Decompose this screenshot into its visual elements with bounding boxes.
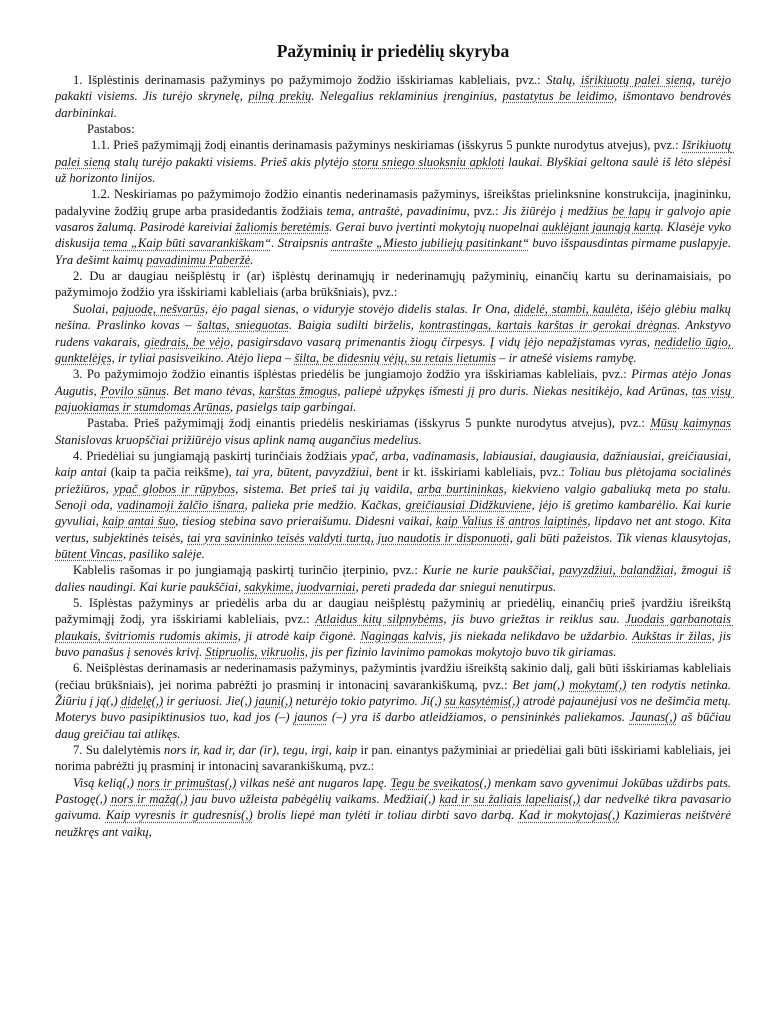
- example-highlight: pilną prekių: [248, 89, 312, 104]
- text-run: , žmogui iš dalies naudingi. Kai kurie paukščiai,: [55, 563, 735, 594]
- example-highlight: antrašte „Miesto jubiliejų pasitinkant“: [331, 236, 530, 251]
- text-run: , kiekvieno valgio gabaliuką meta po stalu. Senoji oda,: [55, 481, 735, 512]
- example-highlight: Stipruolis, vikruolis: [205, 645, 305, 660]
- example-highlight: kaip Valius iš antros laiptinės: [436, 514, 588, 529]
- text-run: Stalų,: [546, 73, 581, 87]
- example-highlight: su kasytėmis(,): [444, 694, 520, 709]
- text-run: (,) menkam savo gyvenimui Jokūbas uždirbs pats. Pastogę(,): [55, 775, 735, 807]
- text-run: , tiesiog stebina savo prieraišumu. Didesni vaikai,: [175, 514, 437, 529]
- example-highlight: be lapų: [612, 203, 651, 218]
- example-highlight: nedidelio ūgio, gunktelėjęs: [55, 334, 735, 365]
- text-run: , lipdavo net ant stogo. Kita vertus, subjektinės teisės,: [55, 514, 735, 545]
- text-run: , jis buvo griežtas ir reiklus sau.: [443, 612, 626, 627]
- example-highlight: kontrastingas, kartais karštas ir gerokai drėgnas: [419, 318, 678, 333]
- text-run: , išmontavo bendrovės darbininkai.: [55, 89, 735, 120]
- text-run: . Nelegalius reklaminius įrenginius,: [311, 89, 503, 104]
- text-run: , pasiliko salėje.: [122, 546, 205, 561]
- text-run: 6. Neišplėstas derinamasis ar nederinamasis pažyminys, pažymintis įvardžiu išreikštą sakinio dalį, gali būti išskiriamas kableliais (rečiau brūkšniais), jei norima pabrėžti jo prasminį ir intonacinį savarankiškumą, pvz.:: [55, 661, 735, 692]
- text-run: 2. Du ar daugiau neišplėstų ir (ar) išplėstų derinamųjų ir nederinamųjų pažyminių, einančių kartu su derinamaisiais, po pažymimojo žodžio yra išskiriami kableliais (arba brūkšniais), pvz.:: [55, 269, 735, 300]
- text-run: . Baigia sudilti birželis,: [288, 318, 420, 333]
- text-run: , jis niekada nelikdavo be uždarbio.: [442, 628, 633, 643]
- example-highlight: auklėjant jaunąją kartą: [542, 220, 661, 235]
- paragraph: [55, 595, 735, 660]
- text-run: ten rodytis netinka. Žiūriu į ją(,): [55, 677, 735, 709]
- example-highlight: mokytam(,): [569, 677, 627, 692]
- text-run: laukai. Blyškiai geltona saulė iš lėto slėpėsi už horizonto linijos.: [55, 154, 735, 186]
- paragraph: [55, 742, 735, 775]
- paragraph: [55, 186, 735, 268]
- example-highlight: jaunos: [293, 710, 328, 725]
- text-run: – ir atnešė visiems ramybę.: [496, 350, 637, 365]
- paragraph: [55, 775, 735, 840]
- text-run: . Gerai buvo įvertinti mokytojų nuopelnai: [329, 220, 543, 235]
- example-highlight: jauni(,): [255, 694, 293, 709]
- paragraph: [55, 562, 735, 595]
- text-run: , įėjo iš gretimo kambarėlio. Kai kurie gyvuliai,: [55, 497, 735, 529]
- example-highlight: Povilo sūnus: [100, 383, 167, 398]
- example-highlight: kaip antai šuo: [102, 514, 176, 529]
- text-run: 1. Išplėstinis derinamasis pažyminys po pažymimojo žodžio išskiriamas kableliais, pvz.:: [73, 73, 547, 87]
- text-run: , ji atrodė kaip čigonė.: [237, 628, 361, 643]
- paragraph: [55, 660, 735, 742]
- text-run: , gali būti pažeistos. Tik vienas klausytojas,: [509, 530, 735, 545]
- text-run: 1.1. Prieš pažymimąjį žodį einantis derinamasis pažyminys neskiriamas (išskyrus 5 punkte nurodytus atvejus), pvz.:: [91, 138, 683, 153]
- text-run: Bet jam(,): [512, 677, 570, 692]
- text-run: Kablelis rašomas ir po jungiamąją paskirtį turinčio įterpinio, pvz.:: [73, 563, 423, 578]
- example-highlight: storu sniego sluoksniu apkloti: [352, 154, 505, 169]
- paragraph: [55, 137, 735, 186]
- example-highlight: giedrais, be vėjo: [144, 334, 231, 349]
- example-highlight: Tegu be sveikatos: [390, 775, 480, 790]
- text-run: stalų turėjo pakakti visiems. Prieš akis plytėjo: [110, 154, 353, 169]
- paragraph: [55, 366, 735, 415]
- example-highlight: Kaip vyresnis ir gudresnis(,): [105, 808, 253, 823]
- example-highlight: Mūsų kaimynas: [650, 416, 731, 431]
- example-highlight: pavyzdžiui, balandžiai: [559, 563, 674, 578]
- example-highlight: tai yra savininko teisės valdyti turtą, juo naudotis ir disponuoti: [187, 530, 510, 545]
- example-highlight: vadinamoji žalčio išnara: [117, 497, 245, 512]
- text-run: Suolai,: [73, 301, 113, 316]
- text-run: 7. Su dalelytėmis: [73, 743, 165, 758]
- text-run: vilkas nešė ant nugaros lapę.: [236, 775, 391, 790]
- text-run: , pereti pradeda dar sniegui nenutirpus.: [355, 579, 557, 594]
- text-run: ir pan. einantys pažyminiai ar priedėliai gali būti išskiriami kableliais, jei norima pabrėžti jų prasminį ir intonacinį savarankiškumą, pvz.:: [55, 743, 735, 774]
- text-run: Jis žiūrėjo į medžius: [502, 203, 613, 218]
- example-highlight: Jaunas(,): [629, 710, 677, 725]
- example-highlight: Aukštas ir žilas: [632, 628, 712, 643]
- paragraph: [55, 121, 731, 137]
- example-highlight: nors ir mažą(,): [110, 792, 188, 807]
- text-run: , išėjo glėbiu malkų nešina. Praslinko kovas –: [55, 301, 735, 333]
- text-run: , jis buvo panašus į senovės krivį.: [55, 628, 735, 660]
- text-run: Pastaba. Prieš pažymimąjį žodį einantis priedėlis neskiriamas (išskyrus 5 punkte nurodytus atvejus), pvz.:: [87, 416, 651, 431]
- text-run: 1.2. Neskiriamas po pažymimojo žodžio einantis nederinamasis pažyminys, išreikštas prielinksnine konstrukcija, įnagininku, padalyvine žodžių grupe arba prasidedantis žodžiais: [55, 187, 735, 218]
- example-highlight: tema „Kaip būti savarankiškam“: [103, 236, 272, 251]
- text-run: atrodė pajaunėjusi vos ne dešimčia metų. Moterys buvo pasipiktinusios tuo, kad jos (–): [55, 694, 735, 725]
- text-run: , ir tyliai pasisveikino. Atėjo liepa –: [111, 350, 295, 365]
- example-highlight: tas visų pajuokiamas ir stumdomas Arūnas: [55, 383, 735, 414]
- text-run: ypač, arba, vadinamasis, labiausiai, daugiausia, dažniausiai, greičiausiai, kaip antai: [55, 448, 735, 480]
- text-run: 4. Priedėliai su jungiamąją paskirtį turinčiais žodžiais: [73, 448, 351, 463]
- example-highlight: būtent Vincas: [55, 546, 123, 561]
- example-highlight: šilta, be didesnių vėjų, su retais lietumis: [294, 350, 497, 365]
- page-title: Pažyminių ir priedėlių skyryba: [276, 41, 510, 61]
- example-highlight: Kad ir mokytojas(,): [518, 808, 620, 823]
- text-run: , turėjo pakakti visiems. Jis turėjo skrynelę,: [55, 73, 735, 104]
- paragraph: [55, 448, 735, 562]
- example-highlight: didelę(,): [120, 694, 164, 709]
- text-run: . Straipsnis: [271, 236, 332, 251]
- text-run: , pvz.:: [466, 203, 503, 218]
- text-run: Pirmas atėjo Jonas Augutis,: [55, 367, 734, 398]
- paragraph: [55, 72, 735, 121]
- text-run: , paliepė užpykęs išmesti jį pro duris. Niekas nesitikėjo, kad Arūnas,: [337, 383, 692, 398]
- paragraph: [55, 268, 735, 301]
- example-highlight: didelė, stambi, kaulėta: [514, 301, 630, 316]
- example-highlight: greičiausiai Didžkuviene: [405, 497, 532, 512]
- text-run: ir galvojo apie vasaros žalumą. Pasirodė kareiviai: [55, 203, 735, 235]
- text-run: 5. Išplėstas pažyminys ar priedėlis arba du ar daugiau neišplėstų pažyminių ar priedėlių, einančių prieš įvardžiu išreikštą pažymimąjį žodį, yra išskiriami kableliais, pvz.:: [55, 596, 735, 627]
- example-highlight: karštas žmogus: [259, 383, 338, 398]
- example-highlight: Juodais garbanotais plaukais, švitriomis rudomis akimis: [55, 612, 735, 643]
- text-run: , pasigirsdavo vasarą primenantis žiogų čirpesys. Į vidų įėjo nepažįstamas vyras,: [230, 334, 655, 349]
- text-run: Visą kelią(,): [73, 775, 138, 790]
- text-run: neturėjo tokio patyrimo. Ji(,): [292, 694, 445, 709]
- example-highlight: pavadinimu Paberžė: [146, 252, 251, 267]
- text-run: aš būčiau daug greičiau tai atlikęs.: [55, 710, 735, 741]
- example-highlight: ypač globos ir rūpybos: [113, 481, 236, 496]
- text-run: . Bet mano tėvas,: [166, 383, 260, 398]
- text-run: tema, antraštė, pavadinimu: [326, 203, 467, 218]
- paragraph: [55, 415, 735, 448]
- text-run: Kazimieras neištvėrė neužkręs ant vaikų,: [55, 808, 735, 839]
- text-run: (–) yra iš darbo atleidžiamos, o pensininkės paliekamos.: [327, 710, 630, 725]
- text-run: , ėjo pagal sienas, o viduryje stovėjo didelis stalas. Ir Ona,: [204, 301, 515, 316]
- text-run: ir geriuosi. Jie(,): [163, 694, 255, 709]
- text-run: Pastabos:: [87, 122, 135, 137]
- example-highlight: šaltas, snieguotas: [197, 318, 289, 333]
- example-highlight: Išrikiuotų palei sieną: [55, 138, 735, 169]
- text-run: tai yra, būtent, pavyzdžiui, bent: [235, 465, 398, 480]
- text-run: Kurie ne kurie paukščiai,: [422, 563, 560, 578]
- document-body: [55, 72, 735, 840]
- text-run: (kaip ta pačia reikšme),: [106, 465, 236, 480]
- example-highlight: arba burtininkas: [417, 481, 504, 496]
- example-highlight: kad ir su žaliais lapeliais(,): [439, 792, 581, 807]
- text-run: . Ankstyvo rudens vakarais,: [55, 318, 735, 349]
- text-run: buvo išspausdintas pirmame puslapyje. Yra dešimt kaimų: [55, 236, 735, 267]
- example-highlight: žaliomis beretėmis: [235, 220, 330, 235]
- text-run: brolis liepė man tylėti ir toliau dirbti savo darbą.: [252, 808, 519, 823]
- example-highlight: Atlaidus kitų silpnybėms: [315, 612, 444, 627]
- text-run: . Klasėje vyko diskusija: [55, 220, 735, 251]
- document-page: [55, 40, 735, 840]
- paragraph: [55, 301, 735, 366]
- example-highlight: Nagingas kalvis: [360, 628, 443, 643]
- example-highlight: pajuodę, nešvarūs: [112, 301, 205, 316]
- text-run: jau buvo užleista pabėgėlių vaikams. Medžiai(,): [187, 792, 440, 807]
- example-highlight: išrikiuotų palei sieną: [580, 73, 693, 87]
- example-highlight: nors ir primuštas(,): [137, 775, 237, 790]
- text-run: 3. Po pažymimojo žodžio einantis išplėstas priedėlis be jungiamojo žodžio yra išskiriamas kableliais, pvz.:: [73, 367, 632, 382]
- text-run: dar nedvelkė tikra pavasario gaivuma.: [55, 792, 735, 823]
- example-highlight: sakykime, juodvarniai: [244, 579, 356, 594]
- text-run: , jis per fizinio lavinimo pamokas mokytojo buvo tik giriamas.: [304, 645, 617, 660]
- example-highlight: pastatytus be leidimo: [502, 89, 615, 104]
- text-run: .: [250, 252, 254, 267]
- text-run: Stanislovas kruopščiai prižiūrėjo visus aplink namą augančius medelius.: [55, 416, 735, 447]
- text-run: , paliekа prie medžio. Kačkas,: [244, 497, 406, 512]
- text-run: , pasielgs taip garbingai.: [230, 399, 357, 414]
- text-run: Toliau bus plėtojama socialinės priežiūros,: [55, 465, 735, 496]
- text-run: ir kt. išskiriami kableliais, pvz.:: [397, 465, 569, 480]
- text-run: , sistema. Bet prieš tai jų vaidila,: [235, 481, 418, 496]
- text-run: nors ir, kad ir, dar (ir), tegu, irgi, kaip: [164, 743, 358, 758]
